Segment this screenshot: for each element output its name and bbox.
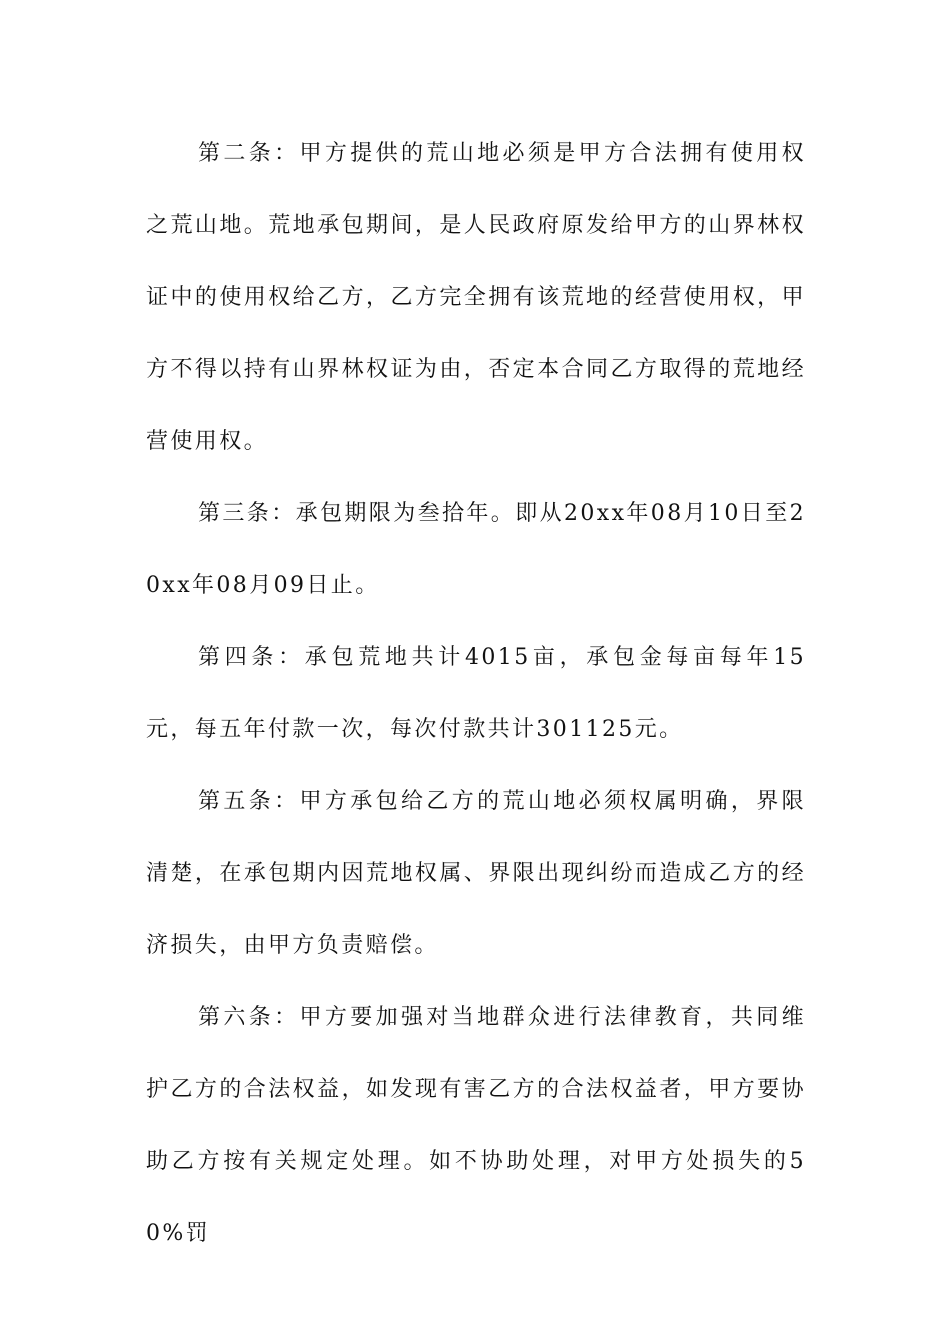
paragraph-article-3: 第三条：承包期限为叁拾年。即从20xx年08月10日至20xx年08月09日止。 [146,501,806,598]
paragraph-article-6: 第六条：甲方要加强对当地群众进行法律教育，共同维护乙方的合法权益，如发现有害乙方的合法权益者，甲方要协助乙方按有关规定处理。如不协助处理，对甲方处损失的50%罚 [146,1005,806,1246]
paragraph-article-5: 第五条：甲方承包给乙方的荒山地必须权属明确，界限清楚，在承包期内因荒地权属、界限出现纠纷而造成乙方的经济损失，由甲方负责赔偿。 [146,789,806,958]
document-body [146,118,806,1270]
paragraph-article-4: 第四条：承包荒地共计4015亩，承包金每亩每年15元，每五年付款一次，每次付款共计301125元。 [146,645,806,742]
paragraph-article-2: 第二条：甲方提供的荒山地必须是甲方合法拥有使用权之荒山地。荒地承包期间，是人民政府原发给甲方的山界林权证中的使用权给乙方，乙方完全拥有该荒地的经营使用权，甲方不得以持有山界林权证为由，否定本合同乙方取得的荒地经营使用权。 [146,141,806,454]
